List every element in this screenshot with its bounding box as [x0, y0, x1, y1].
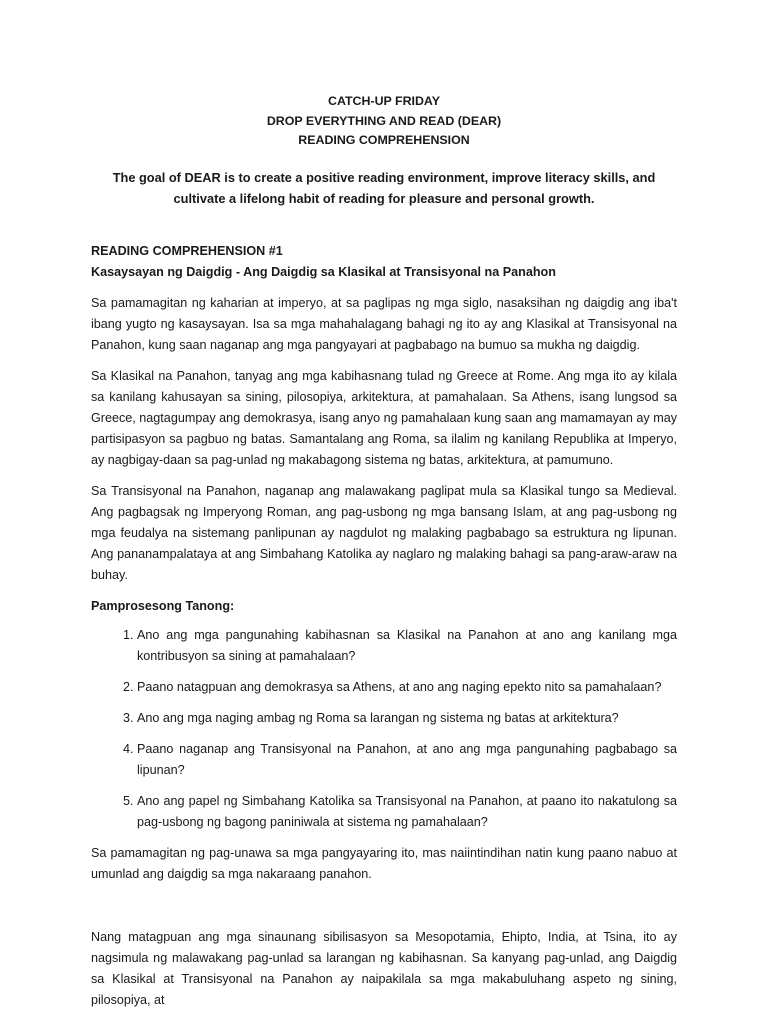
- question-item: 4. Paano naganap ang Transisyonal na Panahon, at ano ang mga pangunahing pagbabago sa lipunan?: [137, 739, 677, 781]
- spacer: [91, 885, 677, 917]
- header-line-2: DROP EVERYTHING AND READ (DEAR): [266, 113, 502, 128]
- section-heading: [91, 241, 677, 283]
- question-item: 3. Ano ang mga naging ambag ng Roma sa larangan ng sistema ng batas at arkitektura?: [137, 708, 677, 729]
- paragraph-1: Sa pamamagitan ng kaharian at imperyo, at sa paglipas ng mga siglo, nasaksihan ng daigdig ang iba't ibang yugto ng kasaysayan. Isa sa mga mahahalagang bahagi ng ito ay ang Klasikal at Transisyonal na Panahon, kung saan naganap ang mga pangyayari at pagbabago na bumuo sa mukha ng daigdig.: [91, 295, 677, 352]
- header-line-3: READING COMPREHENSION: [298, 133, 470, 147]
- header-line-1: CATCH-UP FRIDAY: [328, 94, 440, 108]
- question-item: 2. Paano natagpuan ang demokrasya sa Athens, at ano ang naging epekto nito sa pamahalaan?: [137, 677, 677, 698]
- document-page: [91, 92, 677, 1011]
- document-header: [91, 92, 677, 151]
- questions-list: [91, 625, 677, 833]
- goal-statement: The goal of DEAR is to create a positive reading environment, improve literacy skills, and cultivate a lifelong habit of reading for pleasure and personal growth.: [112, 169, 656, 206]
- paragraph-3: Sa Transisyonal na Panahon, naganap ang malawakang paglipat mula sa Klasikal tungo sa Medieval. Ang pagbagsak ng Imperyong Roman, ang pag-usbong ng mga bansang Islam, at ang pag-usbong ng mga feudalya na sistemang panlipunan ay nagdulot ng malaking pagbabago sa estruktura ng lipunan. Ang pananampalataya at ang Simbahang Katolika ay naglaro ng malaking bahagi sa pang-araw-araw na buhay.: [91, 483, 677, 582]
- question-item: 1. Ano ang mga pangunahing kabihasnan sa Klasikal na Panahon at ano ang kanilang mga kontribusyon sa sining at pamahalaan?: [137, 625, 677, 667]
- paragraph-2: Sa Klasikal na Panahon, tanyag ang mga kabihasnang tulad ng Greece at Rome. Ang mga ito ay kilala sa kanilang kahusayan sa sining, pilosopiya, arkitektura, at pamahalaan. Sa Athens, isang lungsod sa Greece, nagtagumpay ang demokrasya, isang anyo ng pamahalaan kung saan ang mamamayan ay may partisipasyon sa pagbuo ng batas. Samantalang ang Roma, sa ilalim ng kanilang Republika at Imperyo, ay nagbigay-daan sa pag-unlad ng makabagong sistema ng batas, arkitektura, at pamumuno.: [91, 368, 677, 467]
- question-item: 5. Ano ang papel ng Simbahang Katolika sa Transisyonal na Panahon, at paano ito nakatulong sa pag-usbong ng bagong paniniwala at sistema ng pamahalaan?: [137, 791, 677, 833]
- continuation-paragraph: Nang matagpuan ang mga sinaunang sibilisasyon sa Mesopotamia, Ehipto, India, at Tsina, ito ay nagsimula ng malawakang pag-unlad sa larangan ng kabihasnan. Sa kanyang pag-unlad, ang Daigdig sa Klasikal at Transisyonal na Panahon ay naipakilala sa mga makabuluhang aspeto ng sining, pilosopiya, at: [91, 929, 677, 1007]
- section-title: Kasaysayan ng Daigdig - Ang Daigdig sa Klasikal at Transisyonal na Panahon: [91, 264, 556, 279]
- section-number: READING COMPREHENSION #1: [91, 243, 283, 258]
- questions-heading: Pamprosesong Tanong:: [91, 598, 235, 613]
- closing-paragraph: Sa pamamagitan ng pag-unawa sa mga pangyayaring ito, mas naiintindihan natin kung paano nabuo at umunlad ang daigdig sa mga nakaraang panahon.: [91, 845, 677, 881]
